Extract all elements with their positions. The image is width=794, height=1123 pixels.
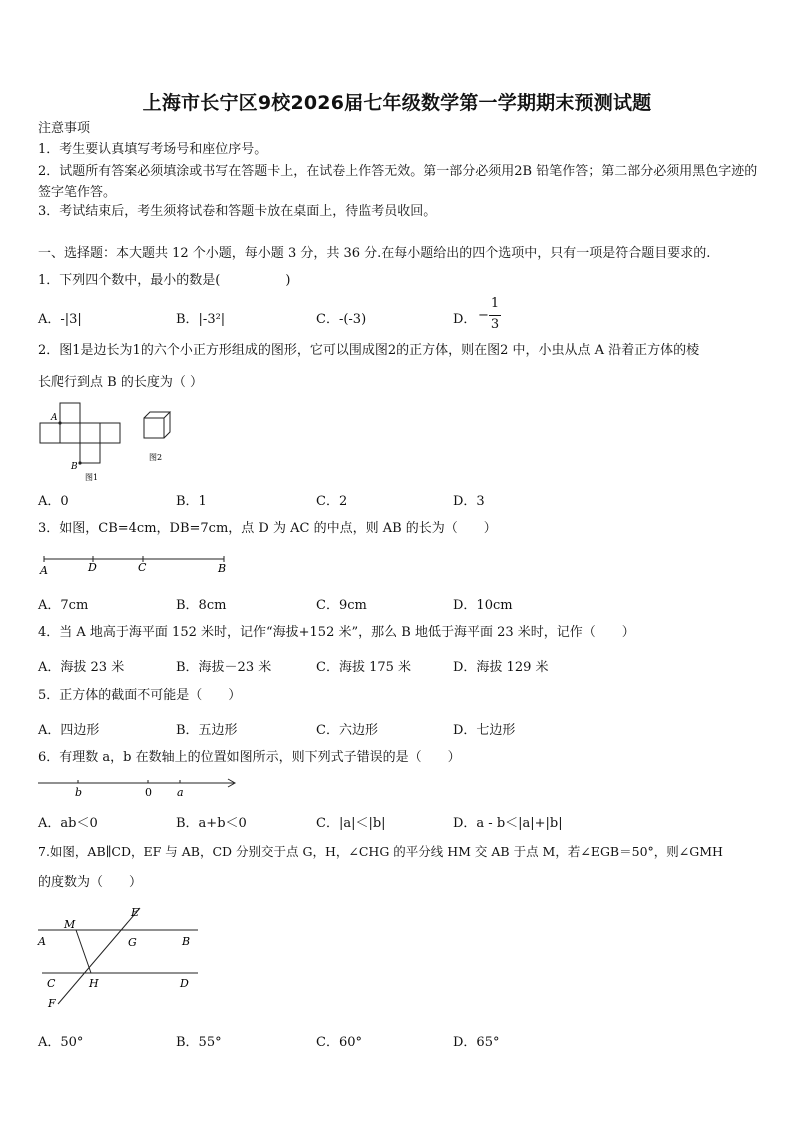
net-square [60, 423, 80, 443]
q2-fig1-caption: 图1 [85, 473, 99, 482]
q4-option-b: B．海拔－23 米 [176, 660, 272, 675]
q1-option-c: C．-(-3) [316, 312, 367, 327]
label-f: F [48, 997, 56, 1010]
q1-option-d-sign: − [478, 308, 489, 323]
q3-option-b: B．8cm [176, 598, 227, 613]
label-g: G [128, 936, 137, 949]
q5-option-d: D．七边形 [453, 723, 516, 738]
q3-option-d: D．10cm [453, 598, 513, 613]
label-e: E [131, 906, 140, 919]
label-d: D [88, 561, 97, 574]
note-item-3: 3．考试结束后，考生须将试卷和答题卡放在桌面上，待监考员收回。 [38, 204, 437, 219]
q2-option-d: D．3 [453, 494, 485, 509]
label-a: A [40, 564, 48, 577]
point-a-marker [58, 421, 61, 424]
label-h: H [89, 977, 99, 990]
q5-option-a: A．四边形 [38, 723, 100, 738]
q2-label-b: B [71, 462, 78, 472]
q4-option-d: D．海拔 129 米 [453, 660, 549, 675]
q6-option-a: A．ab＜0 [38, 816, 98, 831]
q7-figure [36, 900, 206, 1015]
q2-stem-line1: 2．图1是边长为1的六个小正方形组成的图形，它可以围成图2的正方体，则在图2 中，小虫从点 A 沿着正方体的棱 [38, 343, 700, 358]
q4-option-a: A．海拔 23 米 [38, 660, 125, 675]
q7-option-d: D．65° [453, 1035, 500, 1050]
q7-option-a: A．50° [38, 1035, 84, 1050]
q1-stem: 1．下列四个数中，最小的数是( ) [38, 273, 291, 288]
note-item-1: 1．考生要认真填写考场号和座位序号。 [38, 142, 268, 157]
q1-fraction-numerator: 1 [490, 296, 500, 311]
q2-stem-line2: 长爬行到点 B 的长度为（ ） [38, 375, 203, 390]
q4-stem: 4．当 A 地高于海平面 152 米时，记作“海拔+152 米”，那么 B 地低于海平面 23 米时，记作（ ） [38, 625, 635, 640]
q2-option-c: C．2 [316, 494, 348, 509]
q3-segment-figure [36, 550, 236, 580]
q7-option-c: C．60° [316, 1035, 362, 1050]
q6-option-d: D．a - b＜|a|+|b| [453, 816, 563, 831]
q2-option-b: B．1 [176, 494, 207, 509]
q6-number-line [36, 774, 246, 804]
label-c: C [138, 561, 147, 574]
q2-label-a: A [51, 413, 58, 423]
q1-fraction-bar [489, 315, 501, 316]
q2-fig2-caption: 图2 [149, 453, 163, 462]
q1-option-b: B．|-3²| [176, 312, 226, 327]
q2-net-figure [40, 403, 120, 463]
net-square [100, 423, 120, 443]
label-0: 0 [145, 786, 152, 799]
label-c: C [47, 977, 56, 990]
q4-option-c: C．海拔 175 米 [316, 660, 412, 675]
q7-stem-line1: 7.如图，AB∥CD，EF 与 AB，CD 分别交于点 G，H，∠CHG 的平分线 HM 交 AB 于点 M，若∠EGB＝50°，则∠GMH [38, 844, 723, 859]
net-square [40, 423, 60, 443]
label-a: A [38, 935, 46, 948]
q5-option-b: B．五边形 [176, 723, 238, 738]
q5-option-c: C．六边形 [316, 723, 378, 738]
net-square [80, 423, 100, 443]
label-b: B [182, 935, 191, 948]
q5-stem: 5．正方体的截面不可能是（ ） [38, 688, 242, 703]
point-b-marker [78, 461, 81, 464]
q1-option-d: D． [453, 312, 477, 327]
net-square [80, 443, 100, 463]
label-a: a [177, 786, 184, 799]
q2-cube-figure [144, 412, 170, 438]
q6-option-c: C．|a|＜|b| [316, 816, 386, 831]
q1-option-a: A．-|3| [38, 312, 82, 327]
net-square [60, 403, 80, 423]
q2-option-a: A．0 [38, 494, 69, 509]
q3-stem: 3．如图，CB=4cm，DB=7cm，点 D 为 AC 的中点，则 AB 的长为（ ） [38, 521, 497, 536]
ray-hm [76, 930, 91, 973]
label-m: M [64, 918, 76, 931]
section-heading: 一、选择题：本大题共 12 个小题，每小题 3 分，共 36 分.在每小题给出的四个选项中，只有一项是符合题目要求的. [38, 246, 711, 261]
q7-option-b: B．55° [176, 1035, 222, 1050]
notes-heading: 注意事项 [38, 121, 91, 136]
label-b: B [218, 562, 227, 575]
label-b: b [75, 786, 83, 799]
q3-option-c: C．9cm [316, 598, 367, 613]
q2-figure [36, 400, 186, 485]
q6-option-b: B．a+b＜0 [176, 816, 247, 831]
q3-option-a: A．7cm [38, 598, 89, 613]
q7-stem-line2: 的度数为（ ） [38, 875, 143, 890]
label-d: D [180, 977, 189, 990]
page-title: 上海市长宁区9校2026届七年级数学第一学期期末预测试题 [142, 92, 652, 114]
q1-fraction-denominator: 3 [490, 317, 500, 332]
note-item-2: 2．试题所有答案必须填涂或书写在答题卡上，在试卷上作答无效。第一部分必须用2B 铅笔作答；第二部分必须用黑色字迹的签字笔作答。 [38, 164, 758, 200]
q6-stem: 6．有理数 a，b 在数轴上的位置如图所示，则下列式子错误的是（ ） [38, 750, 461, 765]
